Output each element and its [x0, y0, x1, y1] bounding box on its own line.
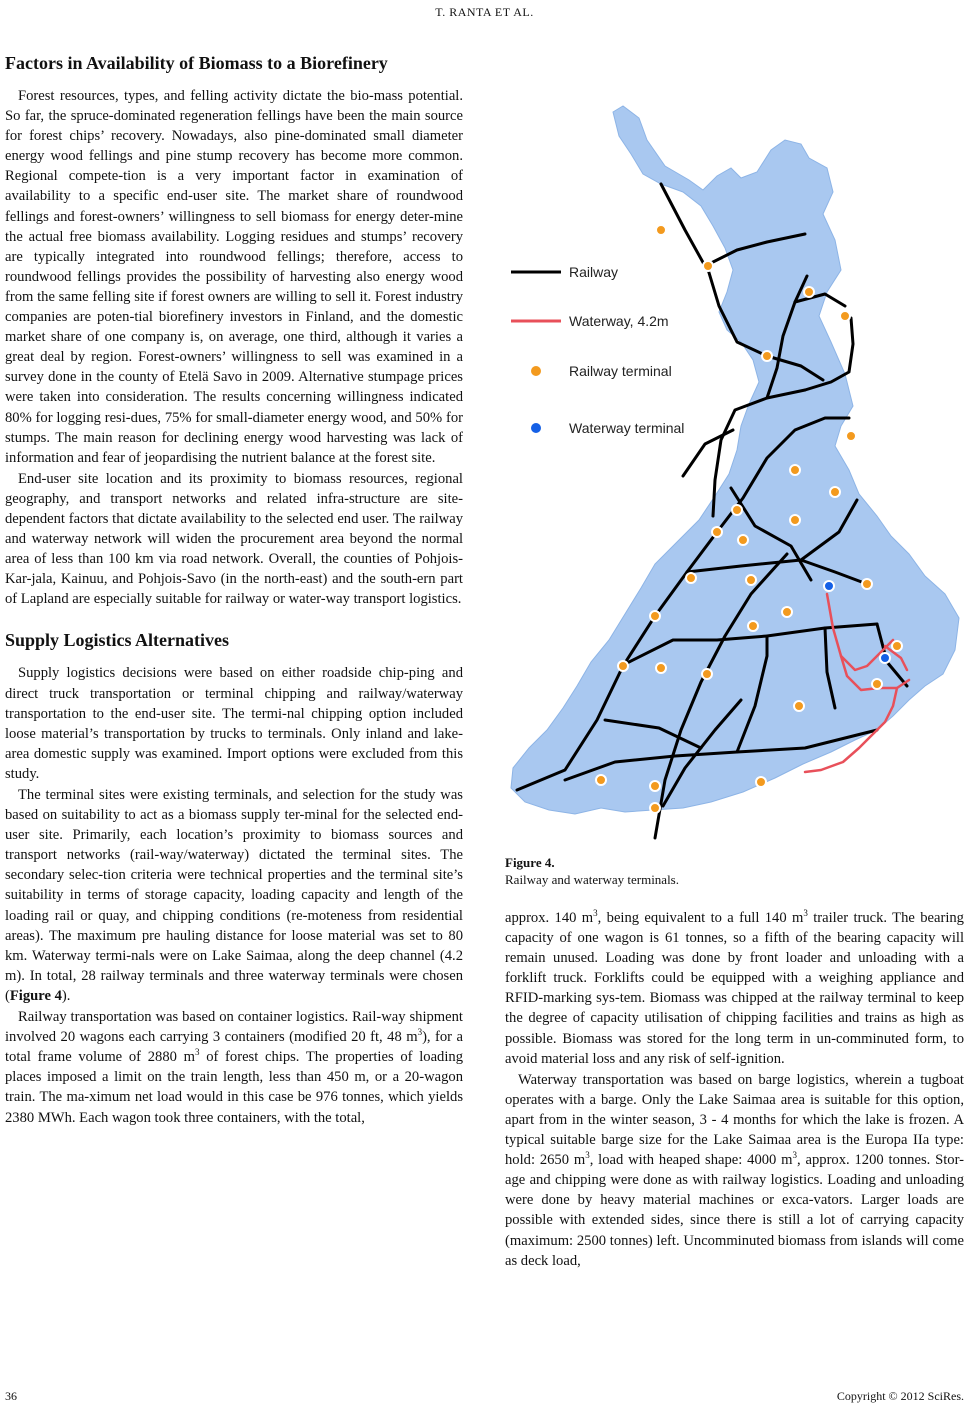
railway-terminal-marker: [738, 535, 748, 545]
map-legend: [511, 264, 684, 436]
railway-terminal-marker: [650, 781, 660, 791]
section-title-availability: Factors in Availability of Biomass to a Biorefinery: [5, 53, 388, 73]
railway-terminal-marker: [748, 621, 758, 631]
railway-terminal-marker: [794, 701, 804, 711]
railway-terminal-marker: [686, 573, 696, 583]
railway-terminal-marker: [804, 287, 814, 297]
railway-terminal-marker: [790, 515, 800, 525]
paragraph: Waterway transportation was based on barge logistics, wherein a tugboat operates with a barge. Only the Lake Saimaa area is suitable for this option, apart from in the winter season, 3 - 4 months for which the lake is frozen. A typical suitable barge size for the Lake Saimaa area is the Europa IIa type: hold: 2650 $m^3$, load with heaped shape: 4000 $m^3$, approx. 1200 tonnes. Stor-age and chipping were done as with railway logistics. Loading and unloading were done by heavy material machines or exca-vators. Larger loads are possible with extended sides, since there is still a lot of carrying capacity (maximum: 2500 tonnes) left. Uncomminuted biomass from islands will come as deck load,: [505, 1071, 964, 1269]
railway-terminal-marker: [872, 679, 882, 689]
legend-railway-terminal-swatch: [530, 365, 542, 377]
running-head: T. RANTA ET AL.: [435, 5, 534, 19]
railway-terminal-marker: [782, 607, 792, 617]
railway-terminal-marker: [892, 641, 902, 651]
railway-terminal-marker: [756, 777, 766, 787]
railway-terminal-marker: [650, 611, 660, 621]
railway-terminal-marker: [712, 527, 722, 537]
legend-waterway-label: Waterway, 4.2m: [569, 313, 669, 329]
left-column: [5, 52, 463, 1128]
page-number: 36: [5, 1389, 17, 1403]
railway-terminal-marker: [596, 775, 606, 785]
railway-terminal-marker: [762, 351, 772, 361]
figure-reference[interactable]: Figure 4: [9, 987, 62, 1004]
railway-terminal-marker: [830, 487, 840, 497]
paragraph: The terminal sites were existing terminals, and selection for the study was based on suitability to act as a biomass supply ter-minal for the selected end-user site. Primarily, each location’s proximity to biomass sources and transport networks (rail-way/waterway) dictated the terminal sites. The secondary selec-tion criteria were technical properties and the terminal site’s suitability in terms of storage capacity, loading capacity and length of the loading rail or quay, and chipping conditions (re-moteness from residential areas). The maximum pre hauling distance for loose material was set to 80 km. Waterway termi-nals were on Lake Saimaa, along the deep channel (4.2 m). In total, 28 railway terminals and three waterway terminals were chosen (Figure 4).: [5, 787, 463, 1004]
railway-terminal-marker: [746, 575, 756, 585]
copyright: Copyright © 2012 SciRes.: [836, 1389, 964, 1403]
railway-terminal-marker: [656, 225, 666, 235]
railway-terminal-marker: [790, 465, 800, 475]
legend-railway-terminal-label: Railway terminal: [569, 363, 672, 379]
railway-terminal-marker: [862, 579, 872, 589]
figure-caption-text: Railway and waterway terminals.: [505, 872, 679, 887]
paragraph: approx. 140 $m^3$, being equivalent to a full 140 $m^3$ trailer truck. The bearing capacity of one wagon is 61 tonnes, so a fifth of the bearing capacity will remain unused. Loading was done by front loader and unloading with a forklift truck. Forklifts could be equipped with a weighing appliance and RFID-marking sys-tem. Biomass was chipped at the railway terminal to keep the degree of capacity utilisation of chipping facilities and trains as high as possible. Biomass was stored for the long term in un-comminuted form, to avoid material loss and any risk of self-ignition.: [505, 908, 964, 1067]
figure-label: Figure 4.: [505, 855, 555, 870]
railway-terminal-marker: [650, 803, 660, 813]
waterway-terminal-marker: [880, 653, 890, 663]
paragraph: Forest resources, types, and felling activity dictate the bio-mass potential. So far, the spruce-dominated regeneration fellings have been the main source for forest chips’ recovery. Nowadays, also pine-dominated small diameter energy wood fellings and pine stump recovery has become more common. Regional compete-tion is a very important factor in examination of availability to a specific end-user site. The market share of roundwood fellings and forest-owners’ willingness to sell biomass for energy deter-mine the actual free biomass availability. Logging residues and stumps’ recovery are typically integrated into roundwood fellings; therefore, access to roundwood fellings provides the possibility of harvesting also energy wood from the same felling site if forest owners are willing to sell it. Forest industry companies are poten-tial biorefinery investors in Finland, and the domestic market share of one company is, on average, one third, although it varies a great deal by region. Forest-owners’ willingness to sell was examined in a survey done in the county of Etelä Savo in 2009. Alternative stumpage prices were taken into consideration. The results concerning willingness indicated 80% for logging resi-dues, 75% for small-diameter energy wood, and 50% for stumps. The main reason for declining energy wood harvesting was lack of information and fear of jeopardising the nutrient balance at the forest site.: [5, 88, 463, 466]
railway-terminal-marker: [732, 505, 742, 515]
waterway-terminal-marker: [824, 581, 834, 591]
railway-line: [683, 430, 733, 476]
right-column: [505, 908, 964, 1271]
map-svg: [505, 80, 967, 848]
railway-terminal-marker: [846, 431, 856, 441]
legend-railway-label: Railway: [569, 264, 619, 280]
paragraph: Railway transportation was based on container logistics. Rail-way shipment involved 20 wagons each carrying 3 containers (modified 20 ft, 48 $m^3$), for a total frame volume of 2880 $m^3$ of forest chips. The properties of loading places imposed a limit on the train length, less than 450 m, or a 20-wagon train. The ma-ximum net load would in this case be 976 tonnes, which yields 2380 MWh. Each wagon took three containers, with the total,: [5, 1009, 463, 1126]
section-title-supply-logistics: Supply Logistics Alternatives: [5, 630, 230, 651]
figure-caption: [505, 854, 679, 888]
paragraph: End-user site location and its proximity to biomass resources, regional geography, and transport networks and related infra-structure are site-dependent factors that dictate availability to the selected end user. The railway and waterway network will widen the procurement area beyond the normal area of less than 100 km via road network. Overall, the counties of Pohjois-Kar-jala, Kainuu, and Pohjois-Savo (in the north-east) and the south-ern part of Lapland are especially suitable for railway or water-way transport logistics.: [5, 470, 463, 608]
railway-terminal-marker: [703, 261, 713, 271]
paragraph: Supply logistics decisions were based on either roadside chip-ping and direct truck transportation or terminal chipping and railway/waterway transportation to the end-user site. The termi-nal chipping option included loose material’s transportation by trucks to terminals. Only inland and lake-area domestic supply was examined. Import options were excluded from this study.: [5, 665, 463, 782]
legend-waterway-terminal-swatch: [530, 422, 542, 434]
railway-terminal-marker: [618, 661, 628, 671]
legend-waterway-terminal-label: Waterway terminal: [569, 420, 685, 436]
railway-terminal-marker: [656, 663, 666, 673]
railway-terminal-marker: [702, 669, 712, 679]
finland-map-figure: [505, 80, 967, 848]
railway-terminal-marker: [840, 311, 850, 321]
